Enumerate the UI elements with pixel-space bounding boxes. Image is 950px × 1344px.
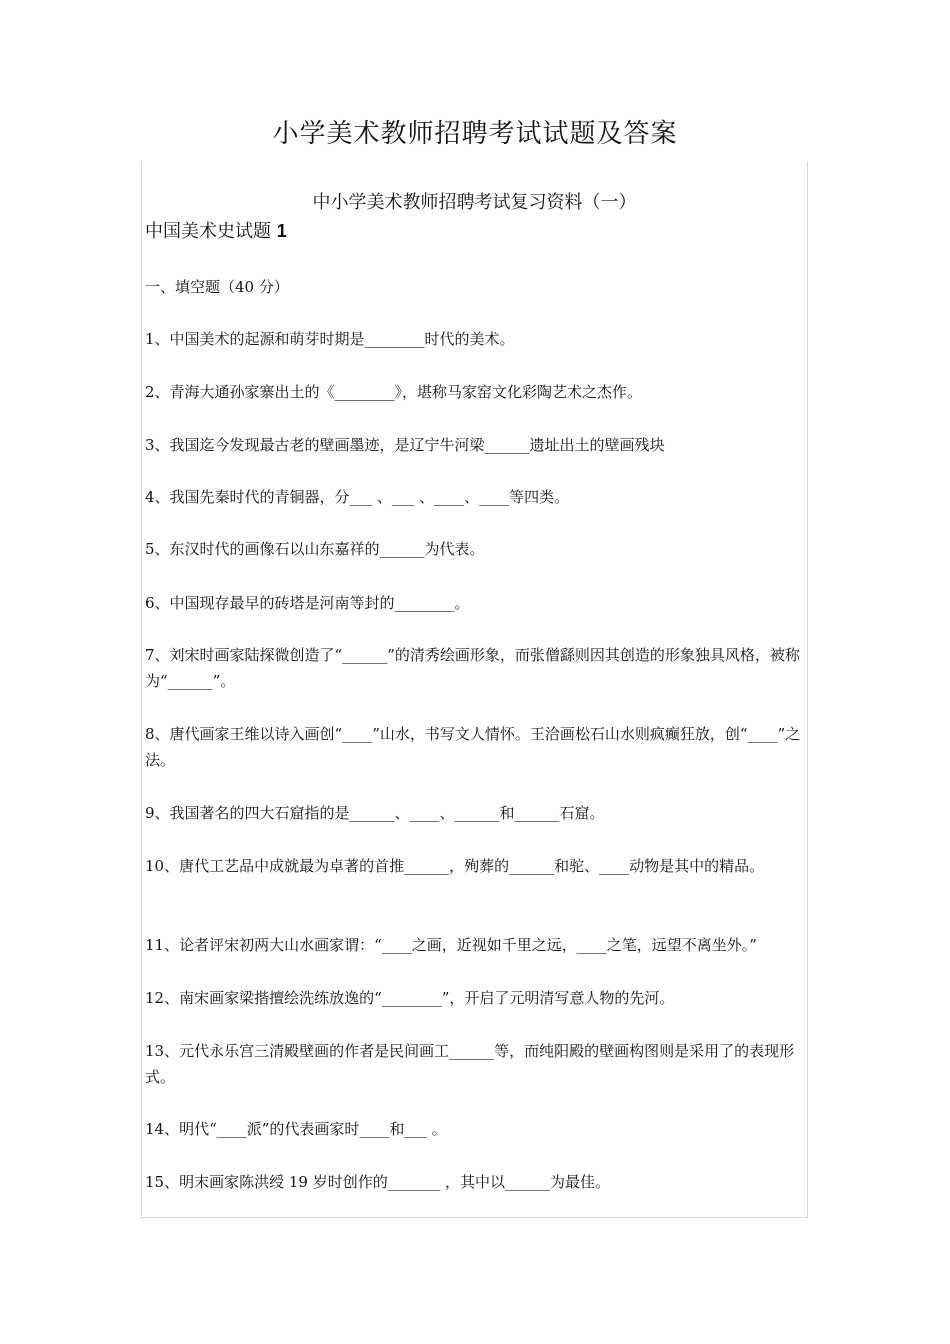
question-10: 10、唐代工艺品中成就最为卓著的首推______，殉葬的______和驼、____动物是其中的精品。 — [145, 857, 765, 875]
question-13: 13、元代永乐宫三清殿壁画的作者是民间画工______等，而纯阳殿的壁画构图则是采用了的表现形式。 — [145, 1042, 795, 1086]
question-8: 8、唐代画家王维以诗入画创“____”山水，书写文人情怀。王洽画松石山水则疯癫狂放，创“____”之法。 — [145, 725, 801, 769]
question-4: 4、我国先秦时代的青铜器，分___ 、___ 、____、____等四类。 — [145, 488, 570, 506]
question-1: 1、中国美术的起源和萌芽时期是________时代的美术。 — [145, 330, 515, 348]
question-11: 11、论者评宋初两大山水画家谓：“____之画，近视如千里之远，____之笔，远望不离坐外。” — [145, 936, 757, 954]
question-12: 12、南宋画家梁揩擅绘洗练放逸的“________”，开启了元明清写意人物的先河。 — [145, 989, 675, 1007]
section-label: 中国美术史试题 — [145, 221, 271, 242]
question-2: 2、青海大通孙家寨出土的《________》，堪称马家窑文化彩陶艺术之杰作。 — [145, 383, 643, 401]
question-5: 5、东汉时代的画像石以山东嘉祥的______为代表。 — [145, 540, 485, 558]
question-6: 6、中国现存最早的砖塔是河南等封的________。 — [145, 594, 470, 612]
question-3: 3、我国迄今发现最古老的壁画墨迹，是辽宁牛河梁______遗址出土的壁画残块 — [145, 436, 665, 454]
question-7: 7、刘宋时画家陆探微创造了“______”的清秀绘画形象，而张僧繇则因其创造的形象独具风格，被称为“______”。 — [145, 646, 800, 690]
question-15: 15、明末画家陈洪绶 19 岁时创作的_______ ，其中以______为最佳。 — [145, 1173, 610, 1191]
section-number: 1 — [276, 221, 287, 241]
question-14: 14、明代“____派”的代表画家时____和___ 。 — [145, 1120, 447, 1138]
question-9: 9、我国著名的四大石窟指的是______、____、______和______石窟。 — [145, 804, 605, 822]
document-subtitle: 中小学美术教师招聘考试复习资料（一） — [312, 192, 637, 213]
part-heading: 一、填空题（40 分） — [145, 278, 289, 296]
document-title: 小学美术教师招聘考试试题及答案 — [272, 119, 678, 149]
section-heading — [145, 218, 287, 245]
